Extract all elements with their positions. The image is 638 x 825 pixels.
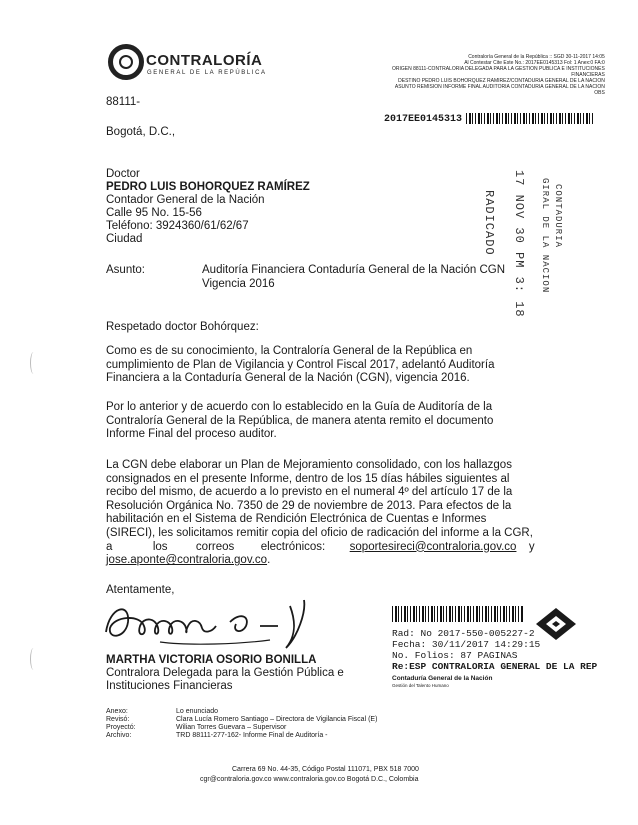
word: a bbox=[106, 540, 113, 553]
paragraph-line: Informe Final del proceso auditor. bbox=[106, 428, 277, 441]
logo-subtitle: GENERAL DE LA REPÚBLICA bbox=[147, 70, 267, 76]
recipient-salutation: Doctor bbox=[106, 168, 140, 180]
receipt-number: 2017EE0145313 bbox=[384, 114, 463, 125]
signer-title-2: Instituciones Financieras bbox=[106, 680, 233, 692]
footer-meta-row bbox=[106, 708, 377, 716]
reference-code: 88111- bbox=[106, 96, 141, 108]
paragraph-2 bbox=[106, 401, 554, 442]
logo-inner-ring bbox=[119, 55, 133, 69]
paragraph-email-line bbox=[106, 541, 554, 555]
footer-meta-label: Anexo: bbox=[106, 708, 128, 715]
paragraph-line: consignados en el presente Informe, dentro de los 15 días hábiles siguientes al bbox=[106, 472, 510, 485]
footer-meta-value: Clara Lucía Romero Santiago – Directora de Vigilancia Fiscal (E) bbox=[176, 716, 378, 723]
footer-meta-row bbox=[106, 724, 377, 732]
footer-meta-label: Revisó: bbox=[106, 716, 130, 723]
scan-mark bbox=[30, 352, 37, 374]
footer-meta-label: Archivo: bbox=[106, 732, 132, 739]
stamp-entity-2: GIRAL DE LA NACION bbox=[540, 178, 550, 294]
footer-meta-value: Lo enunciado bbox=[176, 708, 219, 715]
email-link-jose-aponte[interactable]: jose.aponte@contraloria.gov.co bbox=[106, 554, 268, 567]
footer-meta-value: TRD 88111-277-162- Informe Final de Auditoría - bbox=[176, 732, 328, 739]
paragraph-line: Contraloría General de la República, de manera atenta remito el documento bbox=[106, 414, 494, 427]
footer-meta-row bbox=[106, 732, 377, 740]
paragraph-3 bbox=[106, 459, 554, 568]
radicado-number: Rad: No 2017-550-005227-2 bbox=[392, 628, 535, 639]
stamp-radicado: RADICADO bbox=[482, 190, 496, 256]
paragraph-email-line-2 bbox=[106, 554, 554, 568]
paragraph-line: cumplimiento de Plan de Vigilancia y Control Fiscal 2017, adelantó Auditoría bbox=[106, 358, 495, 371]
receipt-line: FINANCIERAS bbox=[571, 72, 605, 78]
paragraph-line: (SIRECI), les solicitamos remitir copia del oficio de radicación del informe a la CGR, bbox=[106, 526, 533, 539]
footer-address: Carrera 69 No. 44-35, Código Postal 111071, PBX 518 7000 bbox=[232, 766, 419, 773]
receipt-block bbox=[392, 54, 605, 96]
closing: Atentamente, bbox=[106, 584, 175, 596]
paragraph-line: habilitación en el Sistema de Rendición Electrónica de Cuentas e Informes bbox=[106, 513, 487, 526]
recipient-address: Calle 95 No. 15-56 bbox=[106, 207, 202, 219]
recipient-block bbox=[106, 168, 310, 246]
footer-meta bbox=[106, 708, 377, 740]
word: los bbox=[152, 540, 168, 553]
radicado-entity: Contaduría General de la Nación bbox=[392, 675, 493, 682]
stamp-entity-1: CONTADURIA bbox=[553, 184, 563, 249]
logo-ring-icon bbox=[108, 44, 144, 80]
subject-label: Asunto: bbox=[106, 264, 145, 276]
recipient-name: PEDRO LUIS BOHORQUEZ RAMÍREZ bbox=[106, 181, 310, 193]
radicado-barcode-icon bbox=[392, 606, 524, 622]
receipt-line: OBS bbox=[594, 90, 605, 96]
radicado-reference: Re:ESP CONTRALORIA GENERAL DE LA REP bbox=[392, 661, 598, 672]
logo-wordmark: CONTRALORÍA bbox=[146, 52, 263, 69]
signer-title-1: Contralora Delegada para la Gestión Pública e bbox=[106, 667, 344, 679]
signer-name: MARTHA VICTORIA OSORIO BONILLA bbox=[106, 654, 317, 666]
footer-meta-label: Proyectó: bbox=[106, 724, 136, 731]
word: electrónicos: bbox=[260, 540, 326, 553]
recipient-city: Ciudad bbox=[106, 233, 143, 245]
radicado-date: Fecha: 30/11/2017 14:29:15 bbox=[392, 639, 541, 650]
receipt-line: Al Contestar Cite Este No.: 2017EE0145313 Fol: 1 Anex:0 FA:0 bbox=[464, 60, 605, 66]
scan-mark bbox=[30, 648, 37, 670]
footer-meta-value: Wilian Torres Guevara – Supervisor bbox=[176, 724, 287, 731]
signature-icon bbox=[100, 592, 320, 654]
subject-line-2: Vigencia 2016 bbox=[202, 278, 275, 290]
stamp-date: 17 NOV 30 PM 3: 18 bbox=[512, 170, 526, 318]
paragraph-line: Resolución Orgánica No. 7350 de 29 de noviembre de 2013. Para efectos de la bbox=[106, 499, 512, 512]
signer-block bbox=[106, 654, 344, 693]
paragraph-line: Por lo anterior y de acuerdo con lo establecido en la Guía de Auditoría de la bbox=[106, 401, 493, 413]
city-line: Bogotá, D.C., bbox=[106, 126, 176, 138]
greeting: Respetado doctor Bohórquez: bbox=[106, 321, 259, 333]
paragraph-line: La CGN debe elaborar un Plan de Mejoramiento consolidado, con los hallazgos bbox=[106, 459, 512, 471]
recipient-phone: Teléfono: 3924360/61/62/67 bbox=[106, 220, 249, 232]
period: . bbox=[267, 554, 271, 567]
recipient-title: Contador General de la Nación bbox=[106, 194, 265, 206]
receipt-line: DESTINO PEDRO LUIS BOHORQUEZ RAMIREZ/CONTADURIA GENERAL DE LA NACION bbox=[398, 78, 605, 84]
radicado-block bbox=[392, 628, 597, 689]
paragraph-line: Financiera a la Contaduría General de la Nación (CGN), vigencia 2016. bbox=[106, 372, 470, 385]
footer-meta-row bbox=[106, 716, 377, 724]
subject-line-1: Auditoría Financiera Contaduría General de la Nación CGN bbox=[202, 264, 505, 276]
receipt-line: ASUNTO REMISION INFORME FINAL AUDITORIA CONTADURIA GENERAL DE LA NACION bbox=[394, 84, 605, 90]
paragraph-1 bbox=[106, 345, 554, 386]
receipt-line: ORIGEN 88111-CONTRALORIA DELEGADA PARA LA GESTION PUBLICA E INSTITUCIONES bbox=[392, 66, 605, 72]
paragraph-line: recibo del mismo, de acuerdo a lo previsto en el numeral 4º del artículo 17 de la bbox=[106, 486, 513, 499]
paragraph-line: Como es de su conocimiento, la Contraloría General de la República en bbox=[106, 345, 473, 357]
word: correos bbox=[195, 540, 235, 553]
receipt-line: Contraloría General de la República :: SGD 30-11-2017 14:05 bbox=[468, 54, 605, 60]
word: y bbox=[528, 540, 535, 553]
barcode-icon bbox=[466, 113, 594, 124]
radicado-folios: No. Folios: 87 PAGINAS bbox=[392, 650, 518, 661]
email-link-soportesireci[interactable]: soportesireci@contraloria.gov.co bbox=[349, 540, 517, 553]
footer-contact[interactable]: cgr@contraloria.gov.co www.contraloria.gov.co Bogotá D.C., Colombia bbox=[200, 776, 419, 783]
radicado-entity-sub: Gestión del Talento Humano bbox=[392, 683, 449, 688]
